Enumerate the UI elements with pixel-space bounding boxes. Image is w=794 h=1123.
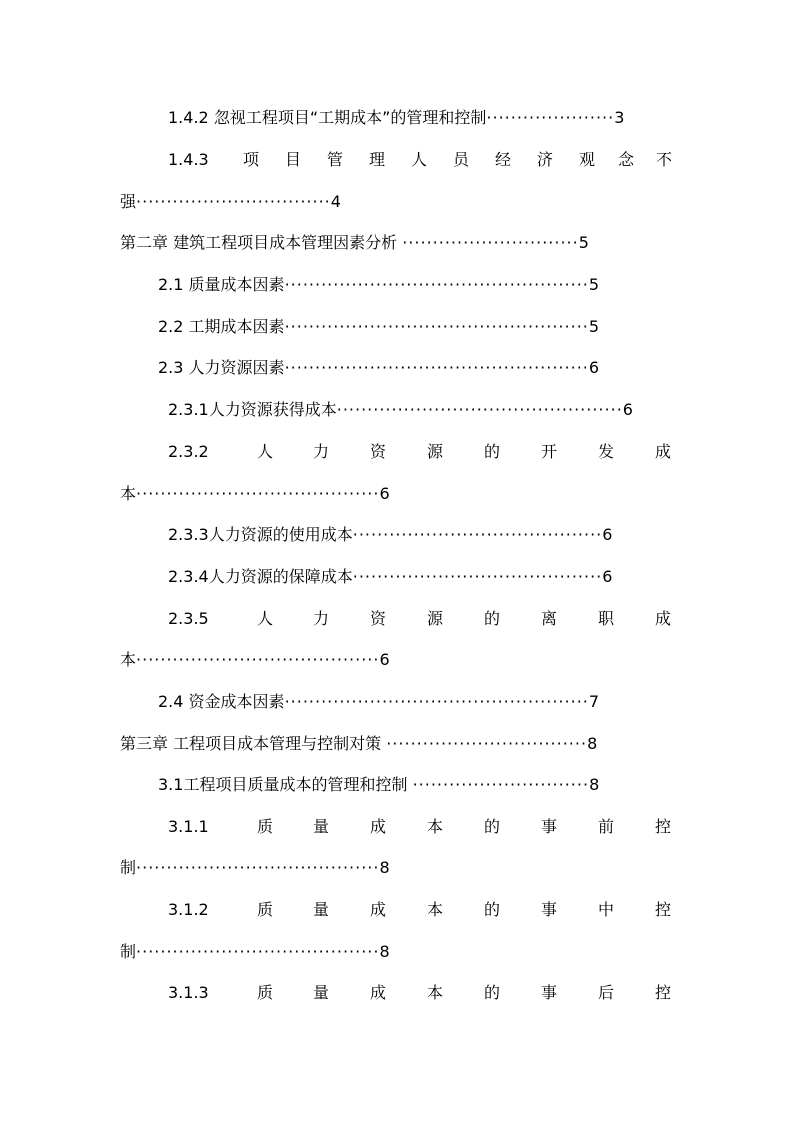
page-number: 8: [379, 858, 390, 877]
entry-title: 忽视工程项目“工期成本”的管理和控制: [213, 108, 487, 127]
toc-entry-2-3-2-cont[interactable]: [120, 484, 390, 504]
entry-char: 本: [427, 900, 444, 919]
page-number: 5: [588, 275, 600, 294]
page-number: 7: [588, 692, 600, 711]
entry-char: 事: [541, 817, 558, 836]
toc-chapter-3[interactable]: [120, 734, 597, 754]
entry-char: 的: [484, 817, 501, 836]
toc-entry-2-3[interactable]: [158, 358, 599, 378]
entry-number: 2.2: [158, 317, 184, 336]
entry-char: 质: [257, 900, 274, 919]
entry-char: 的: [484, 609, 501, 628]
dot-leader: ··················································: [284, 317, 589, 336]
entry-char: 本: [427, 817, 444, 836]
entry-number: 2.3.4: [168, 567, 209, 586]
toc-entry-1-4-3[interactable]: [0, 150, 794, 170]
page-number: 6: [622, 400, 633, 419]
entry-title: 工期成本因素: [188, 317, 285, 336]
page-number: 5: [578, 233, 589, 252]
entry-number: 2.3.5: [168, 609, 209, 628]
entry-title-tail: 本: [120, 484, 137, 503]
entry-char: 质: [257, 983, 274, 1002]
entry-char: 的: [484, 442, 501, 461]
toc-entry-2-2[interactable]: [158, 317, 599, 337]
entry-char: 人: [257, 442, 274, 461]
page-number: 6: [379, 650, 390, 669]
toc-entry-2-3-4[interactable]: [168, 567, 612, 587]
toc-entry-2-1[interactable]: [158, 275, 599, 295]
dot-leader: ········································: [136, 650, 380, 669]
entry-number: 2.3: [158, 358, 184, 377]
chapter-label: 第三章: [120, 734, 169, 753]
chapter-title: 工程项目成本管理与控制对策: [173, 734, 382, 753]
entry-char: 人: [411, 150, 428, 169]
toc-entry-3-1-3[interactable]: [0, 983, 794, 1003]
entry-char: 成: [655, 442, 672, 461]
entry-char: 开: [541, 442, 558, 461]
entry-number: 2.1: [158, 275, 184, 294]
toc-entry-2-3-2[interactable]: [0, 442, 794, 462]
dot-leader: ·································: [386, 734, 588, 753]
entry-title-tail: 制: [120, 942, 137, 961]
entry-char: 成: [370, 900, 387, 919]
dot-leader: ··················································: [284, 275, 589, 294]
entry-char: 不: [656, 150, 673, 169]
entry-title-tail: 制: [120, 858, 137, 877]
page-number: 8: [587, 734, 598, 753]
entry-number: 1.4.2: [168, 108, 209, 127]
entry-title-tail: 本: [120, 650, 137, 669]
entry-char: 项: [243, 150, 260, 169]
entry-char: 的: [484, 983, 501, 1002]
dot-leader: ··················································: [284, 692, 589, 711]
entry-char: 前: [598, 817, 615, 836]
toc-entry-2-3-1[interactable]: [168, 400, 633, 420]
entry-char: 成: [370, 983, 387, 1002]
toc-chapter-2[interactable]: [120, 233, 589, 253]
entry-char: 离: [541, 609, 558, 628]
dot-leader: ········································: [136, 942, 380, 961]
entry-char: 事: [541, 900, 558, 919]
entry-char: 源: [427, 442, 444, 461]
page-number: 6: [602, 525, 613, 544]
page-number: 8: [589, 775, 600, 794]
toc-entry-3-1[interactable]: [158, 775, 599, 795]
toc-entry-2-4[interactable]: [158, 692, 599, 712]
entry-char: 量: [313, 817, 330, 836]
dot-leader: ··················································: [284, 358, 589, 377]
entry-char: 本: [427, 983, 444, 1002]
toc-entry-2-3-3[interactable]: [168, 525, 612, 545]
page-number: 6: [379, 484, 390, 503]
entry-char: 控: [655, 983, 672, 1002]
entry-char: 力: [313, 609, 330, 628]
entry-char: 职: [598, 609, 615, 628]
entry-char: 资: [370, 609, 387, 628]
entry-char: 的: [484, 900, 501, 919]
page-number: 6: [602, 567, 613, 586]
entry-title: 人力资源因素: [188, 358, 285, 377]
entry-number: 2.3.1: [168, 400, 209, 419]
page-number: 8: [379, 942, 390, 961]
dot-leader: ································: [136, 192, 331, 211]
toc-entry-1-4-3-cont[interactable]: [120, 192, 341, 212]
entry-title: 人力资源的保障成本: [208, 567, 353, 586]
entry-number: 1.4.3: [168, 150, 209, 169]
page-number: 4: [330, 192, 341, 211]
entry-char: 经: [495, 150, 512, 169]
dot-leader: ·········································: [352, 525, 603, 544]
toc-entry-3-1-1[interactable]: [0, 817, 794, 837]
toc-entry-2-3-5[interactable]: [0, 609, 794, 629]
entry-char: 员: [453, 150, 470, 169]
toc-entry-3-1-2-cont[interactable]: [120, 942, 390, 962]
entry-char: 人: [257, 609, 274, 628]
entry-number: 3.1.2: [168, 900, 209, 919]
dot-leader: ·····················: [486, 108, 615, 127]
entry-number: 3.1.3: [168, 983, 209, 1002]
toc-entry-3-1-2[interactable]: [0, 900, 794, 920]
entry-char: 念: [618, 150, 635, 169]
toc-entry-2-3-5-cont[interactable]: [120, 650, 390, 670]
entry-title-tail: 强: [120, 192, 137, 211]
entry-char: 源: [427, 609, 444, 628]
entry-char: 量: [313, 983, 330, 1002]
chapter-title: 建筑工程项目成本管理因素分析: [173, 233, 398, 252]
entry-title: 工程项目质量成本的管理和控制: [183, 775, 408, 794]
page-number: 5: [588, 317, 600, 336]
entry-number: 2.3.2: [168, 442, 209, 461]
entry-number: 3.1.1: [168, 817, 209, 836]
entry-title: 质量成本因素: [188, 275, 285, 294]
entry-char: 成: [370, 817, 387, 836]
toc-entry-3-1-1-cont[interactable]: [120, 858, 390, 878]
entry-number: 2.4: [158, 692, 184, 711]
dot-leader: ········································: [136, 484, 380, 503]
entry-number: 3.1: [158, 775, 184, 794]
dot-leader: ·········································: [352, 567, 603, 586]
entry-char: 管: [327, 150, 344, 169]
entry-char: 观: [579, 150, 596, 169]
entry-char: 发: [598, 442, 615, 461]
entry-title: 人力资源的使用成本: [208, 525, 353, 544]
page-number: 6: [588, 358, 600, 377]
entry-char: 事: [541, 983, 558, 1002]
toc-entry-1-4-2[interactable]: [168, 108, 624, 128]
dot-leader: ·····························: [402, 233, 579, 252]
entry-char: 力: [313, 442, 330, 461]
entry-title: 资金成本因素: [188, 692, 285, 711]
entry-char: 后: [598, 983, 615, 1002]
entry-number: 2.3.3: [168, 525, 209, 544]
chapter-label: 第二章: [120, 233, 169, 252]
dot-leader: ···············································: [336, 400, 623, 419]
entry-char: 资: [370, 442, 387, 461]
entry-char: 中: [598, 900, 615, 919]
entry-char: 济: [537, 150, 554, 169]
entry-char: 控: [655, 900, 672, 919]
entry-char: 质: [257, 817, 274, 836]
entry-char: 成: [655, 609, 672, 628]
dot-leader: ·····························: [412, 775, 590, 794]
dot-leader: ········································: [136, 858, 380, 877]
entry-char: 控: [655, 817, 672, 836]
entry-char: 理: [369, 150, 386, 169]
page-number: 3: [614, 108, 625, 127]
entry-char: 目: [285, 150, 302, 169]
entry-title: 人力资源获得成本: [208, 400, 337, 419]
entry-char: 量: [313, 900, 330, 919]
